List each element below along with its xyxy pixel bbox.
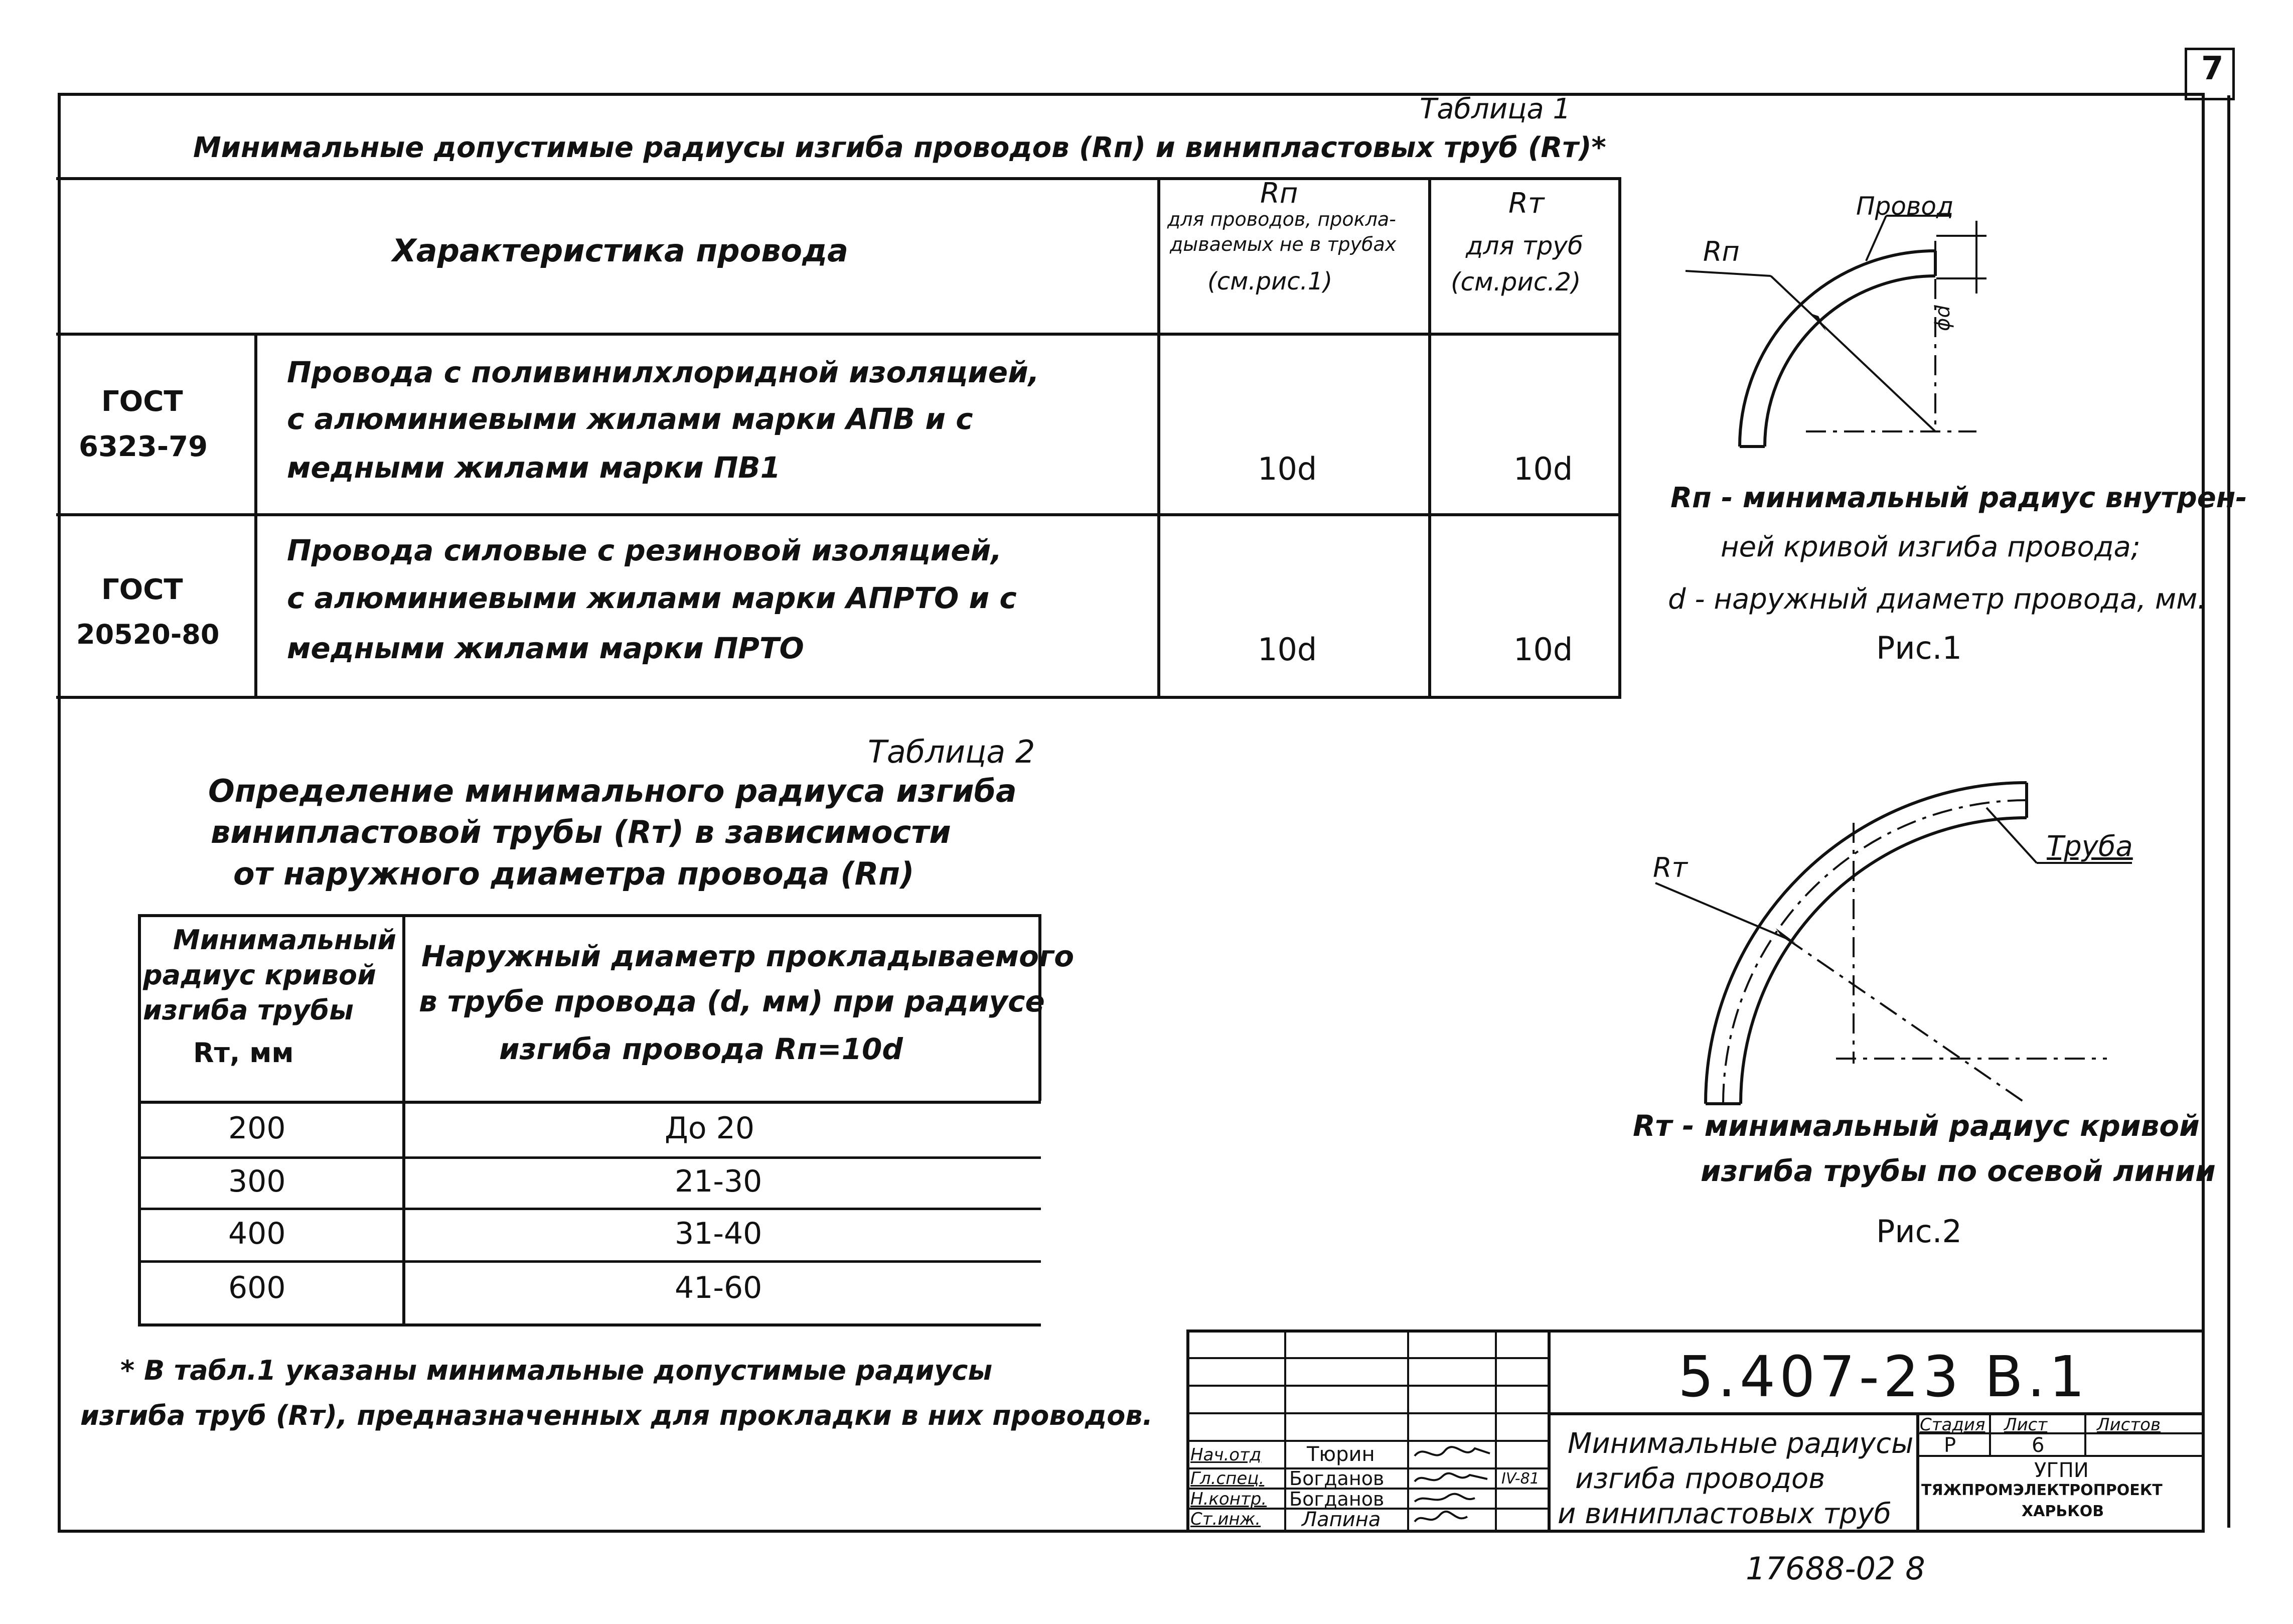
stamp-org-line3: ХАРЬКОВ: [2022, 1503, 2104, 1520]
table1-header-rn-symbol: Rп: [1260, 177, 1298, 210]
table2-row2-d: 21-30: [675, 1164, 762, 1199]
footnote-line1: * В табл.1 указаны минимальные допустимые радиусы: [120, 1355, 993, 1386]
table1-header-rt-line1: для труб: [1466, 231, 1583, 260]
footnote-line2: изгиба труб (Rт), предназначенных для прокладки в них проводов.: [80, 1400, 1153, 1431]
stamp-name-2: Богданов: [1289, 1467, 1385, 1490]
stamp-role-3: Н.контр.: [1190, 1489, 1267, 1509]
stamp-role-2: Гл.спец.: [1190, 1468, 1265, 1489]
table1-header-rt-line2: (см.рис.2): [1451, 267, 1581, 297]
stamp-sheet: 6: [2032, 1434, 2045, 1457]
table1-header-rn-line2: дываемых не в трубах: [1170, 233, 1397, 255]
table2-title-line2: винипластовой трубы (Rт) в зависимости: [211, 814, 951, 850]
fig2-caption-line1: Rт - минимальный радиус кривой: [1633, 1109, 2200, 1143]
table2-title-line1: Определение минимального радиуса изгиба: [208, 773, 1017, 809]
stamp-org-line2: ТЯЖПРОМЭЛЕКТРОПРОЕКТ: [1921, 1482, 2163, 1499]
table2-row3-d: 31-40: [675, 1216, 762, 1251]
page-number: 7: [2201, 50, 2224, 87]
table1-row1-gost-number: 6323-79: [79, 430, 208, 463]
stamp-org-line1: УГПИ: [2034, 1459, 2089, 1482]
table2-row1-d: До 20: [665, 1111, 755, 1146]
table1-header-characteristic: Характеристика провода: [392, 232, 848, 269]
fig2-label-rt: Rт: [1653, 852, 1688, 883]
signature-4: [1412, 1509, 1492, 1529]
table2-header-right-line3: изгиба провода Rп=10d: [499, 1032, 903, 1066]
fig1-label-wire: Провод: [1856, 192, 1954, 221]
signature-3: [1412, 1489, 1492, 1509]
table2-header-left-line3: изгиба трубы: [143, 994, 354, 1026]
fig1-caption-line1: Rп - минимальный радиус внутрен-: [1670, 482, 2247, 514]
table2: [138, 914, 1075, 1326]
signature-2: [1412, 1469, 1492, 1489]
table1-row1-desc-line2: с алюминиевыми жилами марки АПВ и с: [287, 402, 973, 436]
fig2-label-pipe: Труба: [2047, 830, 2133, 863]
table2-row1-r: 200: [228, 1111, 286, 1146]
doc-code: 5.407-23 В.1: [1678, 1345, 2089, 1410]
stamp-role-1: Нач.отд: [1190, 1445, 1262, 1465]
stamp-role-4: Ст.инж.: [1190, 1509, 1261, 1529]
table1-row1-gost-label: ГОСТ: [101, 385, 183, 418]
table2-row4-d: 41-60: [675, 1270, 762, 1305]
signature-1: [1412, 1441, 1492, 1466]
table2-header-left-line2: радиус кривой: [143, 959, 376, 991]
table2-header-right-line2: в трубе провода (d, мм) при радиусе: [419, 984, 1045, 1018]
table2-row3-r: 400: [228, 1216, 286, 1251]
stamp-date-2: IV-81: [1501, 1470, 1540, 1488]
table2-title-line3: от наружного диаметра провода (Rп): [233, 855, 914, 892]
fig2-drawing: [1625, 763, 2177, 1124]
stamp-sheets-header: Листов: [2097, 1415, 2161, 1435]
table2-row4-r: 600: [228, 1270, 286, 1305]
fig1-caption: Рис.1: [1876, 630, 1962, 666]
table1-row1-desc-line1: Провода с поливинилхлоридной изоляцией,: [287, 355, 1039, 389]
table1-row2-gost-number: 20520-80: [76, 619, 220, 650]
title-block: [1186, 1330, 2205, 1533]
bottom-number: 17688-02 8: [1746, 1550, 1925, 1587]
stamp-name-1: Тюрин: [1307, 1443, 1375, 1466]
stamp-stage-header: Стадия: [1920, 1415, 1985, 1435]
table1: [56, 177, 1621, 699]
table1-header-rn-line3: (см.рис.1): [1207, 267, 1333, 296]
table1-title: Минимальные допустимые радиусы изгиба проводов (Rп) и винипластовых труб (Rт)*: [193, 131, 1606, 164]
table1-caption: Таблица 1: [1420, 93, 1571, 125]
table1-row2-desc-line3: медными жилами марки ПРТО: [287, 631, 804, 665]
table1-row1-rn: 10d: [1258, 451, 1317, 487]
fig1-caption-line2: ней кривой изгиба провода;: [1721, 531, 2141, 563]
table2-row2-r: 300: [228, 1164, 286, 1199]
table2-caption: Таблица 2: [868, 733, 1035, 770]
table1-row2-desc-line1: Провода силовые с резиновой изоляцией,: [287, 533, 1002, 567]
table2-header-right-line1: Наружный диаметр прокладываемого: [421, 939, 1075, 973]
table1-row2-rt: 10d: [1513, 631, 1573, 668]
stamp-stage: Р: [1944, 1434, 1956, 1457]
table1-row2-rn: 10d: [1258, 631, 1317, 668]
fig1-drawing: [1665, 181, 2017, 462]
stamp-name-3: Богданов: [1289, 1488, 1385, 1510]
stamp-sheet-header: Лист: [2004, 1415, 2048, 1435]
table2-header-left-line1: Минимальный: [173, 924, 396, 956]
fig2-caption: Рис.2: [1876, 1213, 1962, 1250]
stamp-title-line1: Минимальные радиусы: [1568, 1427, 1914, 1460]
fig1-caption-line3: d - наружный диаметр провода, мм.: [1668, 583, 2207, 616]
fig1-label-rn: Rп: [1703, 236, 1740, 267]
table1-row1-rt: 10d: [1513, 451, 1573, 487]
stamp-title-line2: изгиба проводов: [1575, 1462, 1825, 1495]
table1-header-rn-line1: для проводов, прокла-: [1167, 208, 1396, 230]
table1-row2-gost-label: ГОСТ: [101, 573, 183, 606]
table2-header-left-line4: Rт, мм: [193, 1037, 294, 1069]
table1-row2-desc-line2: с алюминиевыми жилами марки АПРТО и с: [287, 581, 1017, 615]
frame-right-line: [2227, 95, 2230, 1528]
table1-row1-desc-line3: медными жилами марки ПВ1: [287, 451, 781, 485]
fig1-label-d: ϕd: [1931, 305, 1954, 331]
stamp-name-4: Лапина: [1302, 1508, 1381, 1531]
table1-header-rt-symbol: Rт: [1508, 187, 1545, 220]
fig2-caption-line2: изгиба трубы по осевой линии: [1701, 1154, 2216, 1188]
stamp-title-line3: и винипластовых труб: [1558, 1498, 1891, 1530]
